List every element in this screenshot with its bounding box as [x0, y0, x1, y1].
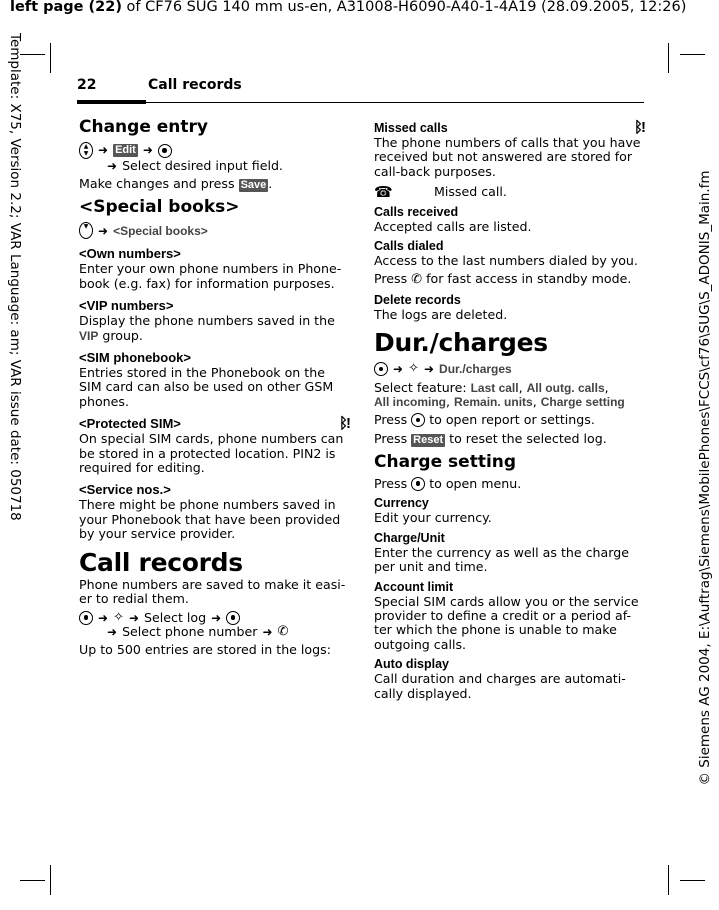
crop-mark [20, 880, 45, 881]
missed-calls-line: The phone numbers of calls that you have [374, 135, 641, 150]
currency-heading: Currency [374, 496, 429, 511]
feature-all-outgoing: All outg. calls [526, 380, 605, 395]
vip-numbers-line2 [79, 329, 349, 343]
menu-icon: ✧ [408, 361, 419, 377]
open-report-text: to open report or settings. [429, 412, 595, 428]
charge-setting-heading: Charge setting [374, 451, 517, 472]
dur-charges-heading: Dur./charges [374, 328, 548, 358]
arrow-icon: ➜ [128, 610, 140, 625]
missed-call-legend [374, 183, 644, 202]
make-changes-label: Make changes and press [79, 176, 235, 192]
protected-sim-title: <Protected SIM> [79, 416, 181, 432]
call-records-steps [79, 611, 349, 625]
delete-records-heading: Delete records [374, 292, 461, 307]
select-feature-label: Select feature: [374, 379, 471, 395]
reset-softkey: Reset [413, 433, 444, 446]
select-field-text: Select desired input field. [122, 158, 283, 173]
navigation-key-icon: ▲ ▼ [79, 142, 93, 159]
control-key-icon [79, 611, 93, 625]
missed-calls-line: received but not answered are stored for [374, 149, 633, 165]
template-info-vertical: Template: X75, Version 2.2; VAR Language: am; VAR issue date: 050718 [7, 33, 23, 521]
control-key-icon [411, 413, 425, 427]
auto-display-line: cally displayed. [374, 685, 472, 701]
header-rule [77, 102, 644, 103]
select-phone-text: Select phone number [122, 623, 258, 639]
call-key-icon: ✆ [411, 272, 423, 288]
protected-sim-line: On special SIM cards, phone numbers can [79, 431, 344, 447]
call-records-step2 [79, 625, 349, 639]
sentence-end: . [268, 176, 273, 192]
feature-charge-setting: Charge setting [540, 395, 625, 410]
account-limit-line: outgoing calls. [374, 636, 467, 652]
standby-text: for fast access in standby mode. [426, 271, 632, 287]
call-records-line: Phone numbers are saved to make it easi- [79, 576, 346, 592]
header-document-info: of CF76 SUG 140 mm us-en, A31008-H6090-A40-1-4A19 (28.09.2005, 12:26) [121, 0, 687, 15]
auto-display-heading: Auto display [374, 657, 450, 672]
vip-numbers-line: Display the phone numbers saved in the [79, 313, 335, 329]
protected-sim-line: be stored in a protected location. PIN2 is [79, 445, 336, 461]
crop-mark [668, 865, 669, 895]
call-records-heading: Call records [79, 547, 243, 577]
reset-text: to reset the selected log. [445, 430, 607, 446]
change-entry-heading: Change entry [79, 117, 208, 137]
sim-card-icon: ᛒ! [634, 119, 644, 136]
arrow-icon: ➜ [107, 624, 118, 639]
missed-calls-heading [374, 120, 644, 136]
control-key-icon [158, 144, 172, 158]
separator: , [532, 394, 537, 410]
account-limit-heading: Account limit [374, 579, 454, 594]
select-feature-line2 [374, 395, 644, 409]
missed-calls-title: Missed calls [374, 121, 448, 135]
call-key-icon: ✆ [277, 623, 289, 639]
own-numbers-heading: <Own numbers> [79, 246, 181, 262]
missed-call-label: Missed call. [434, 184, 507, 200]
separator: , [604, 379, 609, 395]
own-numbers-line: Enter your own phone numbers in Phone- [79, 261, 342, 277]
arrow-icon: ➜ [211, 610, 222, 625]
crop-mark [50, 865, 51, 895]
control-key-icon [374, 362, 388, 376]
arrow-icon: ➜ [107, 159, 118, 173]
arrow-icon: ➜ [393, 362, 404, 377]
sim-phonebook-line: SIM card can also be used on other GSM [79, 379, 334, 395]
sim-phonebook-heading: <SIM phonebook> [79, 350, 191, 366]
missed-call-icon: ☎ [374, 183, 393, 202]
arrow-icon: ➜ [98, 610, 109, 625]
save-softkey: Save [240, 179, 267, 192]
dur-charges-menu: Dur./charges [439, 362, 512, 377]
press-label: Press [374, 271, 408, 287]
open-report-line [374, 413, 644, 427]
page-number: 22 [77, 77, 97, 93]
left-column [79, 116, 349, 658]
missed-calls-line: call-back purposes. [374, 163, 496, 179]
feature-remain-units: Remain. units [454, 395, 533, 410]
service-nos-line: There might be phone numbers saved in [79, 497, 336, 513]
charge-unit-line: Enter the currency as well as the charge [374, 544, 629, 560]
call-records-line: er to redial them. [79, 591, 189, 607]
calls-dialed-press [374, 272, 644, 287]
separator: , [446, 394, 451, 410]
sim-phonebook-line: Entries stored in the Phonebook on the [79, 365, 325, 381]
sim-phonebook-line: phones. [79, 393, 129, 409]
special-books-path [79, 222, 349, 239]
select-log-text: Select log [144, 609, 207, 625]
header-rule-accent [77, 100, 146, 104]
press-label: Press [374, 430, 408, 446]
change-entry-step2 [79, 159, 349, 173]
calls-received-heading: Calls received [374, 204, 459, 219]
crop-mark [20, 54, 45, 55]
calls-dialed-text: Access to the last numbers dialed by you. [374, 253, 638, 269]
arrow-icon: ➜ [142, 143, 153, 158]
calls-dialed-heading: Calls dialed [374, 239, 444, 254]
up-to-text: Up to 500 entries are stored in the logs: [79, 642, 331, 658]
vip-group-text: group. [98, 327, 143, 343]
separator: , [518, 379, 523, 395]
account-limit-line: Special SIM cards allow you or the service [374, 593, 639, 609]
dur-charges-path [374, 362, 644, 376]
document-header [10, 0, 686, 15]
select-feature-line [374, 381, 644, 395]
vip-numbers-heading: <VIP numbers> [79, 298, 174, 314]
arrow-icon: ➜ [98, 143, 109, 158]
arrow-icon: ➜ [98, 223, 109, 238]
right-column [374, 120, 644, 701]
service-nos-line: by your service provider. [79, 526, 236, 542]
crop-mark [50, 43, 51, 73]
currency-text: Edit your currency. [374, 510, 492, 526]
crop-mark [668, 43, 669, 73]
change-entry-steps [79, 142, 349, 159]
protected-sim-heading [79, 415, 349, 432]
charge-unit-heading: Charge/Unit [374, 530, 445, 545]
calls-received-text: Accepted calls are listed. [374, 218, 532, 234]
special-books-heading: <Special books> [79, 197, 240, 218]
feature-last-call: Last call [470, 380, 519, 395]
service-nos-line: your Phonebook that have been provided [79, 511, 341, 527]
press-label: Press [374, 412, 408, 428]
crop-mark [680, 54, 705, 55]
control-key-icon [226, 611, 240, 625]
special-books-menu: <Special books> [113, 223, 208, 238]
arrow-icon: ➜ [423, 362, 435, 377]
control-key-icon [411, 477, 425, 491]
charge-unit-line: per unit and time. [374, 559, 488, 575]
open-menu-text: to open menu. [429, 475, 522, 491]
account-limit-line: ter which the phone is unable to make [374, 622, 617, 638]
open-menu-line [374, 477, 644, 491]
press-label: Press [374, 475, 408, 491]
edit-softkey: Edit [115, 144, 136, 156]
auto-display-line: Call duration and charges are automati- [374, 671, 626, 687]
sim-card-icon: ᛒ! [339, 415, 349, 433]
vip-menu-word: VIP [79, 328, 99, 343]
navigation-down-icon: ▼ [79, 222, 93, 239]
delete-records-text: The logs are deleted. [374, 306, 508, 322]
account-limit-line: provider to define a credit or a period af- [374, 607, 631, 623]
menu-icon: ✧ [113, 609, 124, 625]
arrow-icon: ➜ [262, 624, 273, 639]
make-changes-text [79, 177, 349, 192]
protected-sim-line: required for editing. [79, 460, 205, 476]
copyright-path-vertical: © Siemens AG 2004, E:\Auftrag\Siemens\MobilePhones\FCCS\cf76\SUG\S_ADONIS_Main.fm [697, 170, 713, 786]
running-title: Call records [148, 77, 242, 93]
reset-line [374, 432, 644, 447]
feature-all-incoming: All incoming [374, 395, 446, 410]
service-nos-heading: <Service nos.> [79, 482, 171, 498]
header-page-ref: left page (22) [10, 0, 122, 15]
own-numbers-line: book (e.g. fax) for information purposes. [79, 275, 335, 291]
